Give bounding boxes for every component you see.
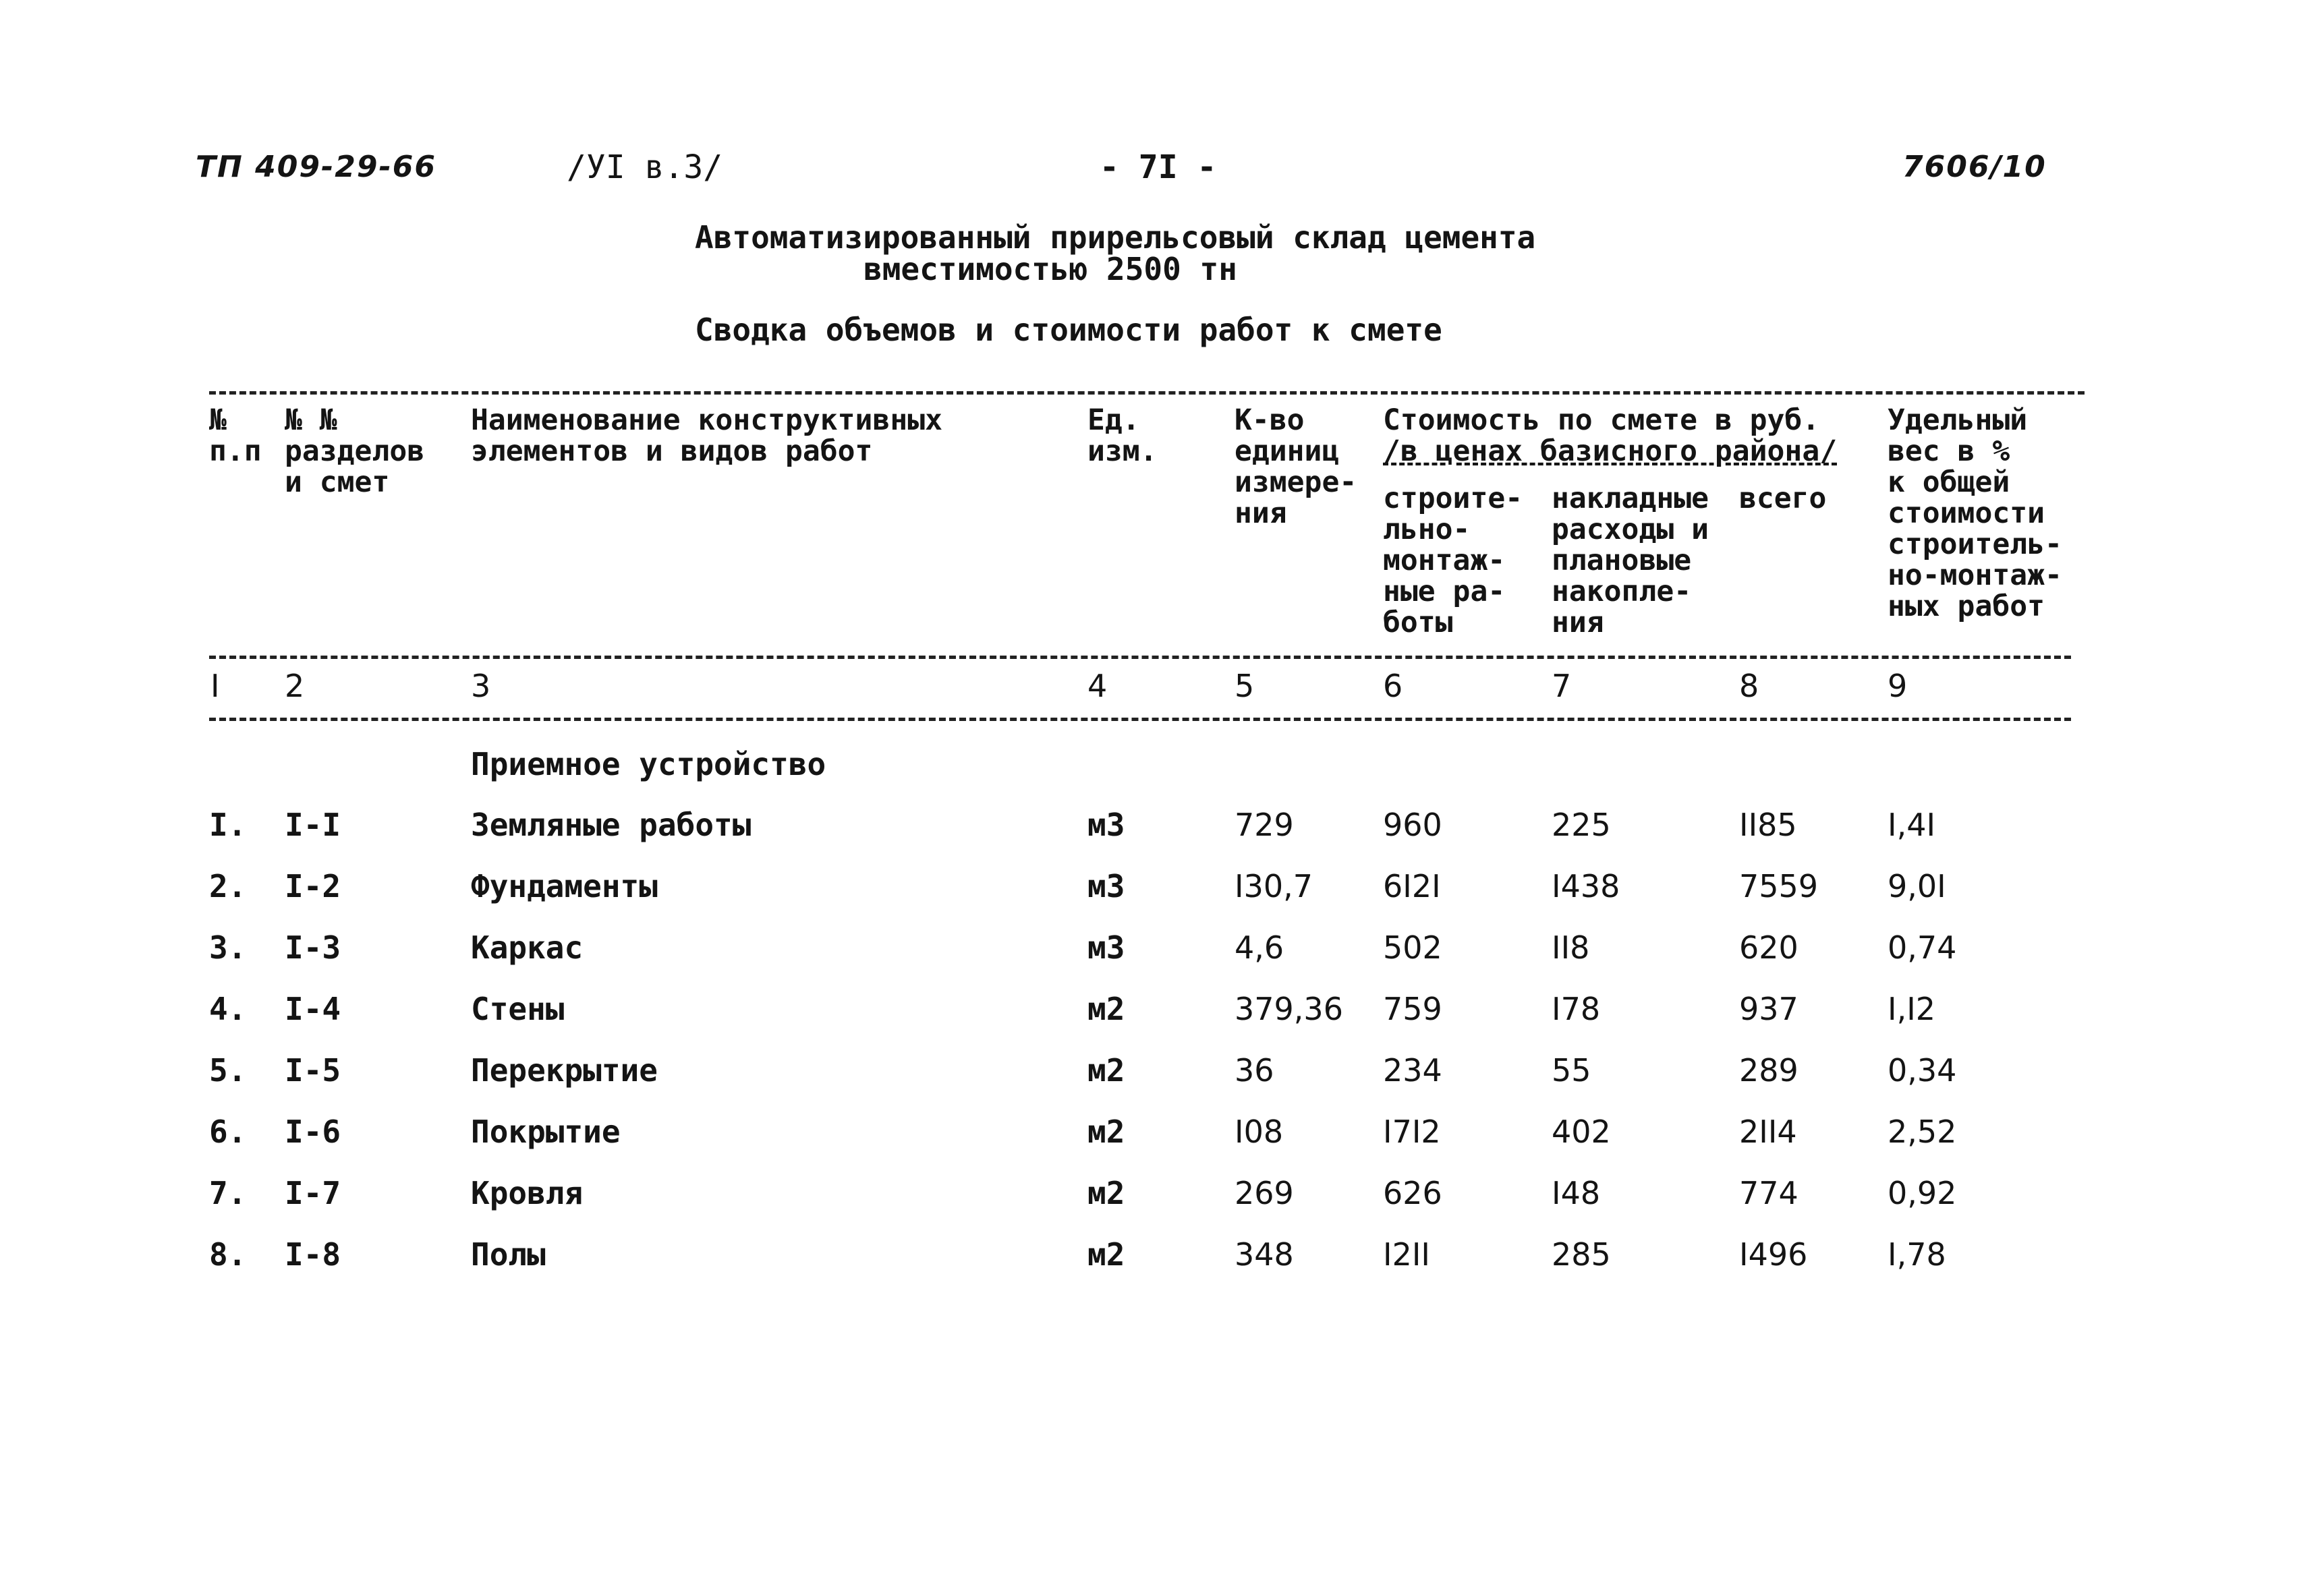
colnum-3: 3 (471, 668, 491, 704)
row-construction-cost: I2II (1383, 1236, 1430, 1273)
row-section: I-8 (285, 1236, 341, 1273)
document-code: ТП 409-29-66 (196, 150, 436, 184)
row-number: I. (209, 807, 247, 843)
row-overhead-cost: I438 (1552, 868, 1620, 904)
row-quantity: 4,6 (1235, 929, 1284, 966)
row-total-cost: 2II4 (1739, 1114, 1797, 1150)
header-bottom-rule (209, 656, 2071, 659)
row-quantity: 348 (1235, 1236, 1294, 1273)
row-overhead-cost: 402 (1552, 1114, 1611, 1150)
row-total-cost: 620 (1739, 929, 1798, 966)
row-name: Полы (471, 1236, 546, 1273)
row-section: I-I (285, 807, 341, 843)
header-unit: Ед. изм. (1087, 403, 1158, 468)
row-section: I-5 (285, 1052, 341, 1089)
row-quantity: I08 (1235, 1114, 1284, 1150)
row-unit: м2 (1087, 1114, 1125, 1150)
row-section: I-2 (285, 868, 341, 904)
table-caption: Сводка объемов и стоимости работ к смете (695, 312, 1442, 348)
section-title: Приемное устройство (471, 746, 826, 782)
row-number: 4. (209, 991, 247, 1027)
row-total-cost: 774 (1739, 1175, 1798, 1211)
volume-label: /УI в.3/ (567, 148, 723, 186)
header-cost-group: Стоимость по смете в руб. /в ценах базисного района/ (1383, 403, 1838, 468)
colnum-8: 8 (1739, 668, 1759, 704)
header-share: Удельный вес в % к общей стоимости строитель- но-монтаж- ных работ (1888, 403, 2062, 623)
row-name: Фундаменты (471, 868, 658, 904)
row-unit: м3 (1087, 929, 1125, 966)
row-overhead-cost: I78 (1552, 991, 1601, 1027)
document-title: Автоматизированный прирельсовый склад цемента (695, 219, 1536, 256)
row-construction-cost: 234 (1383, 1052, 1442, 1089)
row-total-cost: 7559 (1739, 868, 1819, 904)
row-construction-cost: 6I2I (1383, 868, 1441, 904)
row-name: Кровля (471, 1175, 584, 1211)
header-overhead: накладные расходы и плановые накопле- ния (1552, 482, 1709, 639)
document-subtitle: вместимостью 2500 тн (863, 251, 1237, 287)
row-total-cost: 289 (1739, 1052, 1798, 1089)
row-total-cost: 937 (1739, 991, 1798, 1027)
colnum-6: 6 (1383, 668, 1403, 704)
colnum-2: 2 (285, 668, 305, 704)
row-unit: м2 (1087, 1175, 1125, 1211)
row-name: Каркас (471, 929, 584, 966)
sheet-code: 7606/10 (1902, 150, 2047, 184)
row-share: I,I2 (1888, 991, 1936, 1027)
header-total: всего (1739, 482, 1827, 515)
header-sections: № № разделов и смет (285, 403, 425, 499)
header-number: № п.п (209, 403, 262, 468)
header-name: Наименование конструктивных элементов и видов работ (471, 403, 942, 468)
row-quantity: I30,7 (1235, 868, 1313, 904)
colnum-9: 9 (1888, 668, 1908, 704)
table-top-rule (209, 391, 2085, 395)
colnum-4: 4 (1087, 668, 1108, 704)
row-share: I,4I (1888, 807, 1936, 843)
row-unit: м3 (1087, 868, 1125, 904)
row-construction-cost: 502 (1383, 929, 1442, 966)
row-section: I-3 (285, 929, 341, 966)
row-overhead-cost: I48 (1552, 1175, 1601, 1211)
row-number: 7. (209, 1175, 247, 1211)
page-number: - 7I - (1100, 148, 1217, 186)
colnum-1: I (210, 668, 220, 704)
row-overhead-cost: 55 (1552, 1052, 1591, 1089)
header-quantity: К-во единиц измере- ния (1235, 403, 1357, 530)
row-overhead-cost: 285 (1552, 1236, 1611, 1273)
row-share: 0,74 (1888, 929, 1957, 966)
row-name: Стены (471, 991, 565, 1027)
row-section: I-4 (285, 991, 341, 1027)
row-quantity: 269 (1235, 1175, 1294, 1211)
colnum-bottom-rule (209, 718, 2071, 721)
row-overhead-cost: II8 (1552, 929, 1590, 966)
row-section: I-6 (285, 1114, 341, 1150)
row-construction-cost: I7I2 (1383, 1114, 1441, 1150)
row-construction-cost: 759 (1383, 991, 1442, 1027)
row-share: 9,0I (1888, 868, 1946, 904)
row-name: Перекрытие (471, 1052, 658, 1089)
row-share: 0,92 (1888, 1175, 1957, 1211)
row-total-cost: II85 (1739, 807, 1797, 843)
row-unit: м2 (1087, 991, 1125, 1027)
row-unit: м2 (1087, 1052, 1125, 1089)
row-construction-cost: 626 (1383, 1175, 1442, 1211)
row-quantity: 36 (1235, 1052, 1274, 1089)
row-share: 0,34 (1888, 1052, 1957, 1089)
colnum-5: 5 (1235, 668, 1255, 704)
row-total-cost: I496 (1739, 1236, 1808, 1273)
row-overhead-cost: 225 (1552, 807, 1611, 843)
row-name: Земляные работы (471, 807, 752, 843)
row-share: 2,52 (1888, 1114, 1957, 1150)
row-number: 3. (209, 929, 247, 966)
row-number: 2. (209, 868, 247, 904)
row-number: 8. (209, 1236, 247, 1273)
row-construction-cost: 960 (1383, 807, 1442, 843)
row-unit: м2 (1087, 1236, 1125, 1273)
colnum-7: 7 (1552, 668, 1572, 704)
row-section: I-7 (285, 1175, 341, 1211)
header-construction-works: строите- льно- монтаж- ные ра- боты (1383, 482, 1523, 639)
row-share: I,78 (1888, 1236, 1946, 1273)
row-quantity: 379,36 (1235, 991, 1343, 1027)
row-quantity: 729 (1235, 807, 1294, 843)
row-number: 5. (209, 1052, 247, 1089)
row-number: 6. (209, 1114, 247, 1150)
row-unit: м3 (1087, 807, 1125, 843)
row-name: Покрытие (471, 1114, 621, 1150)
